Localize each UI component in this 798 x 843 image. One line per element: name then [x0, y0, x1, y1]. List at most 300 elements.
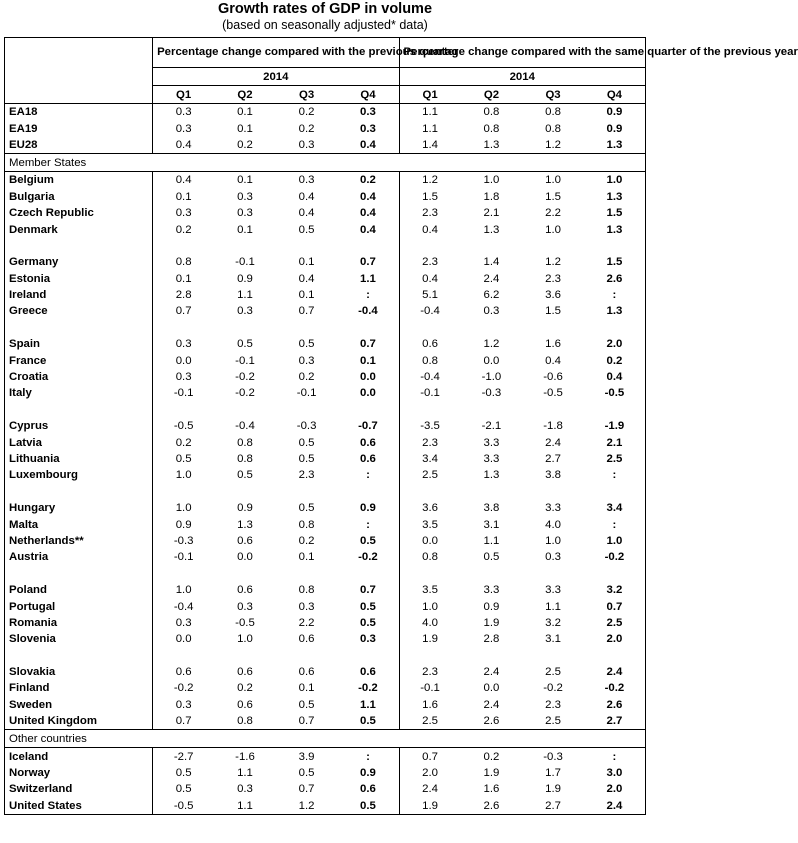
value-cell: -0.3: [522, 748, 584, 765]
row-label: Ireland: [5, 287, 153, 303]
spacer-cell: [584, 320, 646, 336]
value-cell: 0.5: [298, 698, 315, 711]
value-cell: 0.9: [337, 765, 399, 781]
section-label: Other countries: [5, 730, 646, 748]
value-cell: 0.7: [298, 305, 315, 318]
value-cell: 0.2: [237, 138, 253, 151]
value-cell: 0.5: [175, 783, 192, 796]
value-cell: 0.7: [337, 336, 399, 352]
value-cell: 0.9: [237, 502, 253, 515]
table-row: [5, 697, 646, 713]
row-label: Hungary: [5, 500, 153, 516]
value-cell: 6.2: [483, 289, 500, 302]
value-cell: 0.5: [237, 338, 253, 351]
value-cell: 0.1: [337, 352, 399, 368]
value-cell: 2.6: [584, 271, 646, 287]
spacer-cell: [584, 484, 646, 500]
table-row: [5, 172, 646, 189]
spacer-cell: [399, 566, 461, 582]
value-cell: 1.1: [337, 271, 399, 287]
value-cell: 0.6: [237, 666, 253, 679]
row-label: Lithuania: [5, 451, 153, 467]
row-label: Croatia: [5, 369, 153, 385]
table-row: [5, 205, 646, 221]
spacer-cell: [522, 566, 584, 582]
spacer-cell: [399, 648, 461, 664]
value-cell: 0.8: [237, 715, 253, 728]
value-cell: 2.1: [584, 434, 646, 450]
value-cell: 3.5: [422, 518, 438, 531]
row-label: EU28: [5, 137, 153, 154]
spacer-cell: [461, 320, 523, 336]
value-cell: 0.7: [399, 748, 461, 765]
value-cell: 0.2: [298, 534, 315, 547]
row-label: Slovakia: [5, 664, 153, 680]
value-cell: 0.9: [483, 600, 500, 613]
value-cell: 1.9: [422, 633, 438, 646]
row-label: Portugal: [5, 598, 153, 614]
spacer-cell: [214, 238, 276, 254]
value-cell: 1.0: [584, 172, 646, 189]
value-cell: 0.7: [337, 254, 399, 270]
spacer-cell: [5, 238, 153, 254]
header-quarter-qoq-q2: Q2: [214, 86, 276, 104]
value-cell: 1.6: [483, 783, 500, 796]
spacer-cell: [153, 238, 215, 254]
value-cell: -1.6: [214, 748, 276, 765]
row-label: Austria: [5, 549, 153, 565]
value-cell: -0.2: [235, 387, 255, 400]
value-cell: 2.3: [422, 666, 438, 679]
spacer-cell: [276, 402, 338, 418]
row-label: Sweden: [5, 697, 153, 713]
table-row: [5, 104, 646, 121]
value-cell: 0.3: [153, 104, 215, 121]
value-cell: 0.9: [337, 500, 399, 516]
value-cell: 0.0: [483, 682, 500, 695]
value-cell: -0.1: [296, 387, 317, 400]
value-cell: 1.0: [461, 172, 523, 189]
row-label: Bulgaria: [5, 189, 153, 205]
value-cell: 3.3: [483, 436, 500, 449]
value-cell: :: [584, 467, 646, 483]
value-cell: 0.8: [298, 584, 315, 597]
value-cell: -0.2: [584, 549, 646, 565]
table-row: [5, 631, 646, 647]
value-cell: 2.3: [422, 207, 438, 220]
row-label: Norway: [5, 765, 153, 781]
value-cell: -0.5: [543, 387, 563, 400]
table-row: [5, 713, 646, 730]
value-cell: 0.2: [237, 682, 253, 695]
header-quarter-yoy-q3: Q3: [522, 86, 584, 104]
value-cell: 0.4: [337, 189, 399, 205]
value-cell: -0.3: [173, 534, 194, 547]
value-cell: 3.3: [545, 584, 561, 597]
value-cell: 2.8: [175, 289, 192, 302]
value-cell: 1.1: [214, 798, 276, 815]
spacer-cell: [214, 320, 276, 336]
value-cell: 2.3: [422, 436, 438, 449]
table-row: [5, 271, 646, 287]
value-cell: 0.8: [422, 551, 438, 564]
value-cell: 0.0: [337, 369, 399, 385]
value-cell: 0.6: [337, 434, 399, 450]
spacer-cell: [522, 402, 584, 418]
table-row: [5, 748, 646, 765]
row-label: Netherlands**: [5, 533, 153, 549]
value-cell: 2.0: [584, 781, 646, 797]
value-cell: -0.6: [543, 371, 563, 384]
page-title: Growth rates of GDP in volume: [217, 1, 433, 17]
value-cell: 2.1: [483, 207, 500, 220]
table-row: [5, 680, 646, 696]
value-cell: 0.8: [545, 122, 561, 135]
value-cell: 1.1: [399, 104, 461, 121]
value-cell: 0.4: [422, 272, 438, 285]
table-row: [5, 798, 646, 815]
value-cell: 1.9: [545, 783, 561, 796]
spacer-cell: [461, 402, 523, 418]
value-cell: 2.2: [545, 207, 561, 220]
row-label: Estonia: [5, 271, 153, 287]
header-quarter-qoq-q3: Q3: [276, 86, 338, 104]
spacer-cell: [337, 238, 399, 254]
value-cell: 0.2: [175, 223, 192, 236]
value-cell: -0.2: [584, 680, 646, 696]
spacer-cell: [399, 320, 461, 336]
value-cell: -0.1: [235, 354, 255, 367]
spacer-cell: [337, 484, 399, 500]
spacer-cell: [584, 402, 646, 418]
value-cell: -0.1: [173, 387, 194, 400]
spacer-cell: [584, 648, 646, 664]
spacer-cell: [153, 566, 215, 582]
value-cell: 0.2: [298, 371, 315, 384]
table-row: [5, 254, 646, 270]
spacer-cell: [214, 402, 276, 418]
value-cell: 1.9: [483, 767, 500, 780]
table-row: [5, 582, 646, 598]
value-cell: 0.4: [545, 354, 561, 367]
value-cell: 2.5: [584, 451, 646, 467]
row-label: Romania: [5, 615, 153, 631]
value-cell: 3.4: [584, 500, 646, 516]
value-cell: 0.6: [422, 338, 438, 351]
value-cell: 2.3: [422, 256, 438, 269]
value-cell: 3.6: [545, 289, 561, 302]
value-cell: 0.7: [298, 715, 315, 728]
value-cell: 1.2: [483, 338, 500, 351]
value-cell: 0.5: [298, 223, 315, 236]
spacer-cell: [153, 320, 215, 336]
value-cell: 0.8: [522, 104, 584, 121]
header-quarter-qoq-q4: Q4: [337, 86, 399, 104]
value-cell: 1.0: [175, 469, 192, 482]
value-cell: 0.3: [237, 190, 253, 203]
value-cell: 2.4: [545, 436, 561, 449]
header-year-yoy: 2014: [399, 68, 645, 86]
value-cell: -0.1: [420, 682, 440, 695]
value-cell: 1.0: [237, 633, 253, 646]
row-label: Slovenia: [5, 631, 153, 647]
row-label: United Kingdom: [5, 713, 153, 730]
page-subtitle: (based on seasonally adjusted* data): [222, 18, 428, 32]
value-cell: 0.2: [584, 352, 646, 368]
value-cell: 0.6: [337, 781, 399, 797]
value-cell: 1.4: [422, 138, 438, 151]
header-quarter-yoy-q2: Q2: [461, 86, 523, 104]
value-cell: 1.0: [422, 600, 438, 613]
table-row: [5, 533, 646, 549]
table-row: [5, 336, 646, 352]
value-cell: 1.1: [237, 289, 253, 302]
value-cell: 3.3: [483, 453, 500, 465]
value-cell: 1.2: [545, 256, 561, 269]
value-cell: -0.4: [420, 305, 440, 318]
value-cell: 3.3: [545, 502, 561, 515]
value-cell: 1.3: [237, 518, 253, 531]
row-label: EA18: [5, 104, 153, 121]
table-row: [5, 221, 646, 237]
value-cell: 1.5: [584, 205, 646, 221]
value-cell: 0.4: [337, 205, 399, 221]
value-cell: 1.1: [422, 122, 438, 135]
value-cell: 3.6: [422, 502, 438, 515]
value-cell: 1.5: [545, 190, 561, 203]
value-cell: -1.9: [584, 418, 646, 434]
spacer-cell: [276, 320, 338, 336]
value-cell: 0.8: [483, 122, 500, 135]
value-cell: 0.2: [337, 172, 399, 189]
spacer-cell: [337, 566, 399, 582]
row-label: Czech Republic: [5, 205, 153, 221]
value-cell: 0.4: [298, 207, 315, 220]
row-label: United States: [5, 798, 153, 815]
value-cell: 3.4: [422, 453, 438, 465]
value-cell: -0.5: [235, 616, 255, 629]
value-cell: 3.2: [545, 616, 561, 629]
value-cell: -0.4: [173, 600, 194, 613]
value-cell: 0.1: [298, 551, 315, 564]
table-row: [5, 467, 646, 483]
value-cell: 0.7: [337, 582, 399, 598]
table-row: [5, 385, 646, 401]
value-cell: 0.6: [337, 664, 399, 680]
value-cell: 1.4: [483, 256, 500, 269]
value-cell: 0.3: [175, 338, 192, 351]
value-cell: 2.0: [422, 767, 438, 780]
value-cell: :: [584, 287, 646, 303]
value-cell: 0.4: [422, 223, 438, 236]
value-cell: 0.3: [337, 631, 399, 647]
value-cell: 0.0: [337, 385, 399, 401]
spacer-cell: [276, 484, 338, 500]
table-row: [5, 451, 646, 467]
value-cell: 2.4: [483, 698, 500, 711]
spacer-cell: [5, 320, 153, 336]
value-cell: :: [337, 516, 399, 532]
value-cell: 4.0: [422, 616, 438, 629]
table-row: [5, 303, 646, 319]
value-cell: 0.8: [461, 104, 523, 121]
value-cell: 2.8: [483, 633, 500, 646]
value-cell: :: [584, 748, 646, 765]
value-cell: 1.2: [545, 138, 561, 151]
value-cell: 0.3: [298, 138, 315, 151]
table-row: [5, 765, 646, 781]
value-cell: 3.8: [483, 502, 500, 515]
value-cell: 0.9: [237, 272, 253, 285]
value-cell: -0.3: [481, 387, 502, 400]
value-cell: 0.9: [175, 518, 192, 531]
value-cell: 1.7: [545, 767, 561, 780]
spacer-cell: [276, 566, 338, 582]
value-cell: 2.7: [545, 453, 561, 465]
value-cell: 0.5: [298, 453, 315, 465]
row-label: Spain: [5, 336, 153, 352]
value-cell: 1.6: [545, 338, 561, 351]
value-cell: 2.2: [298, 616, 315, 629]
value-cell: 2.5: [545, 666, 561, 679]
value-cell: 0.1: [175, 190, 192, 203]
value-cell: -3.5: [420, 420, 440, 433]
value-cell: 3.1: [545, 633, 561, 646]
spacer-cell: [337, 402, 399, 418]
spacer-cell: [276, 648, 338, 664]
value-cell: 0.8: [298, 518, 315, 531]
value-cell: 0.4: [584, 369, 646, 385]
value-cell: 0.1: [298, 682, 315, 695]
value-cell: 2.6: [461, 798, 523, 815]
spacer-cell: [276, 238, 338, 254]
value-cell: 0.3: [175, 122, 192, 135]
value-cell: 1.3: [584, 189, 646, 205]
value-cell: 1.3: [483, 138, 500, 151]
value-cell: -0.5: [173, 420, 194, 433]
value-cell: 1.6: [422, 698, 438, 711]
value-cell: 0.3: [237, 305, 253, 318]
gdp-growth-table: [4, 37, 798, 815]
spacer-cell: [214, 648, 276, 664]
table-row: [5, 516, 646, 532]
value-cell: -0.5: [584, 385, 646, 401]
value-cell: 0.2: [175, 436, 192, 449]
value-cell: 0.3: [175, 371, 192, 384]
value-cell: 0.1: [237, 223, 253, 236]
value-cell: -0.2: [543, 682, 563, 695]
value-cell: 1.0: [175, 584, 192, 597]
value-cell: 0.4: [298, 272, 315, 285]
value-cell: 0.7: [298, 783, 315, 796]
value-cell: 0.6: [298, 666, 315, 679]
value-cell: -0.4: [337, 303, 399, 319]
value-cell: 0.6: [337, 451, 399, 467]
header-quarter-qoq-q1: Q1: [153, 86, 215, 104]
value-cell: 0.3: [545, 551, 561, 564]
spacer-cell: [5, 566, 153, 582]
spacer-cell: [461, 238, 523, 254]
value-cell: 0.4: [153, 172, 215, 189]
value-cell: 3.5: [422, 584, 438, 597]
value-cell: 0.7: [175, 715, 192, 728]
row-label: Latvia: [5, 434, 153, 450]
value-cell: 2.4: [422, 783, 438, 796]
value-cell: 0.3: [237, 600, 253, 613]
header-year-qoq: 2014: [153, 68, 399, 86]
value-cell: 0.5: [483, 551, 500, 564]
value-cell: 1.0: [584, 533, 646, 549]
table-row: [5, 287, 646, 303]
spacer-cell: [584, 566, 646, 582]
value-cell: 0.5: [298, 338, 315, 351]
value-cell: 1.9: [483, 616, 500, 629]
value-cell: 1.5: [545, 305, 561, 318]
table-row: [5, 664, 646, 680]
spacer-cell: [337, 648, 399, 664]
value-cell: 0.3: [237, 207, 253, 220]
header-group-yoy: Percentage change compared with the same quarter of the previous year: [399, 38, 645, 68]
value-cell: 0.2: [276, 104, 338, 121]
value-cell: 2.5: [545, 715, 561, 728]
value-cell: -1.0: [481, 371, 502, 384]
value-cell: -2.7: [153, 748, 215, 765]
table-row: [5, 781, 646, 797]
value-cell: 0.0: [237, 551, 253, 564]
value-cell: 1.1: [483, 534, 500, 547]
value-cell: -0.5: [153, 798, 215, 815]
value-cell: 0.6: [298, 633, 315, 646]
value-cell: 0.1: [214, 172, 276, 189]
value-cell: 2.6: [483, 715, 500, 728]
value-cell: -0.2: [337, 549, 399, 565]
value-cell: 3.8: [545, 469, 561, 482]
value-cell: 2.5: [422, 469, 438, 482]
value-cell: 2.5: [584, 615, 646, 631]
value-cell: 0.6: [237, 584, 253, 597]
spacer-cell: [522, 320, 584, 336]
value-cell: 1.1: [237, 767, 253, 780]
value-cell: -2.1: [481, 420, 502, 433]
value-cell: :: [337, 467, 399, 483]
spacer-cell: [399, 402, 461, 418]
value-cell: 2.0: [584, 631, 646, 647]
row-label: Italy: [5, 385, 153, 401]
value-cell: 0.5: [175, 453, 192, 465]
value-cell: 1.3: [483, 469, 500, 482]
row-label: Malta: [5, 516, 153, 532]
value-cell: 3.2: [584, 582, 646, 598]
row-label: EA19: [5, 120, 153, 136]
value-cell: 0.3: [175, 207, 192, 220]
row-label: France: [5, 352, 153, 368]
value-cell: 0.3: [237, 783, 253, 796]
spacer-cell: [214, 566, 276, 582]
value-cell: 0.5: [237, 469, 253, 482]
value-cell: 0.9: [584, 104, 646, 121]
table-row: [5, 598, 646, 614]
spacer-cell: [5, 648, 153, 664]
value-cell: 0.5: [337, 615, 399, 631]
value-cell: -1.8: [543, 420, 563, 433]
value-cell: 0.7: [584, 598, 646, 614]
value-cell: 3.9: [276, 748, 338, 765]
value-cell: 0.8: [237, 436, 253, 449]
value-cell: 0.0: [175, 354, 192, 367]
value-cell: 0.5: [175, 767, 192, 780]
spacer-cell: [584, 238, 646, 254]
value-cell: 1.5: [584, 254, 646, 270]
